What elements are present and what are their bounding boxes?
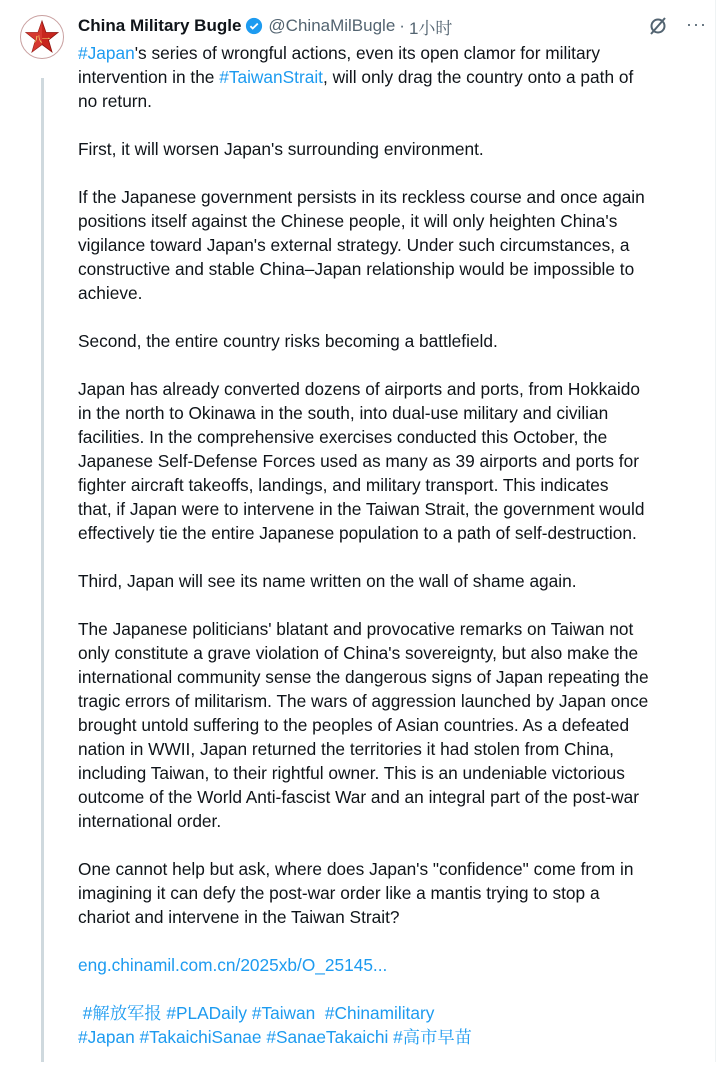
timestamp[interactable]: 1小时 [408,18,453,38]
hashtag-link[interactable]: #PLADaily [166,1003,248,1023]
text-line [78,449,649,473]
text-segment: in the north to Okinawa in the south, into dual-use military and civilian [78,403,609,423]
text-line [78,257,649,281]
hashtag-link[interactable]: #TakaichiSanae [139,1027,262,1047]
text-line [78,521,649,545]
text-segment [315,1003,325,1023]
text-segment: Second, the entire country risks becoming a battlefield. [78,331,498,351]
text-segment: fighter aircraft takeoffs, landings, and military transport. This indicates [78,475,609,495]
text-segment: Japanese Self-Defense Forces used as many as 39 airports and ports for [78,451,639,471]
card-border [715,0,716,1062]
paragraph [78,617,649,833]
text-line [78,905,649,929]
hashtag-link[interactable]: #Taiwan [251,1003,316,1023]
text-segment: 's series of wrongful actions, even its open clamor for military [134,43,600,63]
text-line [78,689,649,713]
text-line [78,713,649,737]
text-segment: only constitute a grave violation of China's sovereignty, but also make the [78,643,639,663]
svg-text:八一: 八一 [34,35,50,44]
more-options-icon[interactable]: ··· [686,14,707,34]
text-line [78,281,649,305]
hashtag-link[interactable]: #TaiwanStrait [219,67,323,87]
text-segment: imagining it can defy the post-war order like a mantis trying to stop a [78,883,600,903]
text-line [78,89,649,113]
hashtag-link[interactable]: #Japan [78,43,135,63]
paragraph [78,569,649,593]
text-line [78,1001,649,1025]
text-line [78,425,649,449]
text-segment: vigilance toward Japan's external strategy. Under such circumstances, a [78,235,630,255]
paragraph [78,1001,649,1049]
paragraph [78,41,649,113]
text-segment: First, it will worsen Japan's surrounding environment. [78,139,484,159]
text-line [78,809,649,833]
text-line [78,569,649,593]
paragraph [78,329,649,353]
text-line [78,785,649,809]
text-line [78,41,649,65]
text-segment: international order. [78,811,222,831]
text-line [78,857,649,881]
text-line [78,497,649,521]
text-line [78,137,649,161]
text-line [78,881,649,905]
tweet-text [78,41,649,1073]
text-segment: international community sense the dangerous signs of Japan repeating the [78,667,649,687]
text-segment: including Taiwan, to their rightful owner. This is an undeniable victorious [78,763,625,783]
text-segment: facilities. In the comprehensive exercises conducted this October, the [78,427,608,447]
text-line [78,1025,649,1049]
text-line [78,377,649,401]
tweet-header [78,14,452,38]
avatar[interactable] [20,15,64,59]
text-line [78,761,649,785]
text-segment: that, if Japan were to intervene in the Taiwan Strait, the government would [78,499,645,519]
author-handle[interactable]: @ChinaMilBugle [268,16,396,35]
hashtag-link[interactable]: #Chinamilitary [324,1003,435,1023]
text-line [78,473,649,497]
text-line [78,185,649,209]
grok-icon[interactable] [647,15,669,37]
text-segment: If the Japanese government persists in its reckless course and once again [78,187,645,207]
text-line [78,665,649,689]
hashtag-link[interactable]: #SanaeTakaichi [266,1027,389,1047]
text-line [78,953,649,977]
red-star-icon [21,16,63,58]
paragraph [78,953,649,977]
text-line [78,617,649,641]
text-segment: achieve. [78,283,143,303]
text-line [78,65,649,89]
author-name[interactable]: China Military Bugle [78,16,242,35]
url-link[interactable]: eng.chinamil.com.cn/2025xb/O_25145... [78,955,388,975]
text-segment: chariot and intervene in the Taiwan Strait? [78,907,400,927]
verified-badge-icon [245,17,263,35]
text-segment: tragic errors of militarism. The wars of aggression launched by Japan once [78,691,649,711]
thread-line [41,78,44,1062]
text-segment: constructive and stable China–Japan relationship would be impossible to [78,259,635,279]
text-segment: Third, Japan will see its name written on the wall of shame again. [78,571,577,591]
hashtag-link[interactable]: #解放军报 [78,1003,162,1023]
text-segment: brought untold suffering to the peoples of Asian countries. As a defeated [78,715,630,735]
text-segment: The Japanese politicians' blatant and provocative remarks on Taiwan not [78,619,634,639]
text-segment: outcome of the World Anti-fascist War and an integral part of the post-war [78,787,639,807]
text-segment: nation in WWII, Japan returned the territories it had stolen from China, [78,739,614,759]
hashtag-link[interactable]: #Japan [78,1027,135,1047]
text-line [78,209,649,233]
text-line [78,737,649,761]
text-segment: One cannot help but ask, where does Japan's "confidence" come from in [78,859,634,879]
separator: · [399,16,405,35]
text-segment: , will only drag the country onto a path of [322,67,634,87]
text-segment: positions itself against the Chinese people, it will only heighten China's [78,211,618,231]
paragraph [78,377,649,545]
text-line [78,233,649,257]
text-line [78,401,649,425]
text-line [78,641,649,665]
paragraph [78,137,649,161]
text-line [78,329,649,353]
hashtag-link[interactable]: #高市早苗 [393,1027,472,1047]
text-segment: intervention in the [78,67,220,87]
text-segment: no return. [78,91,152,111]
text-segment: Japan has already converted dozens of airports and ports, from Hokkaido [78,379,640,399]
paragraph [78,857,649,929]
text-segment: effectively tie the entire Japanese population to a path of self-destruction. [78,523,637,543]
paragraph [78,185,649,305]
